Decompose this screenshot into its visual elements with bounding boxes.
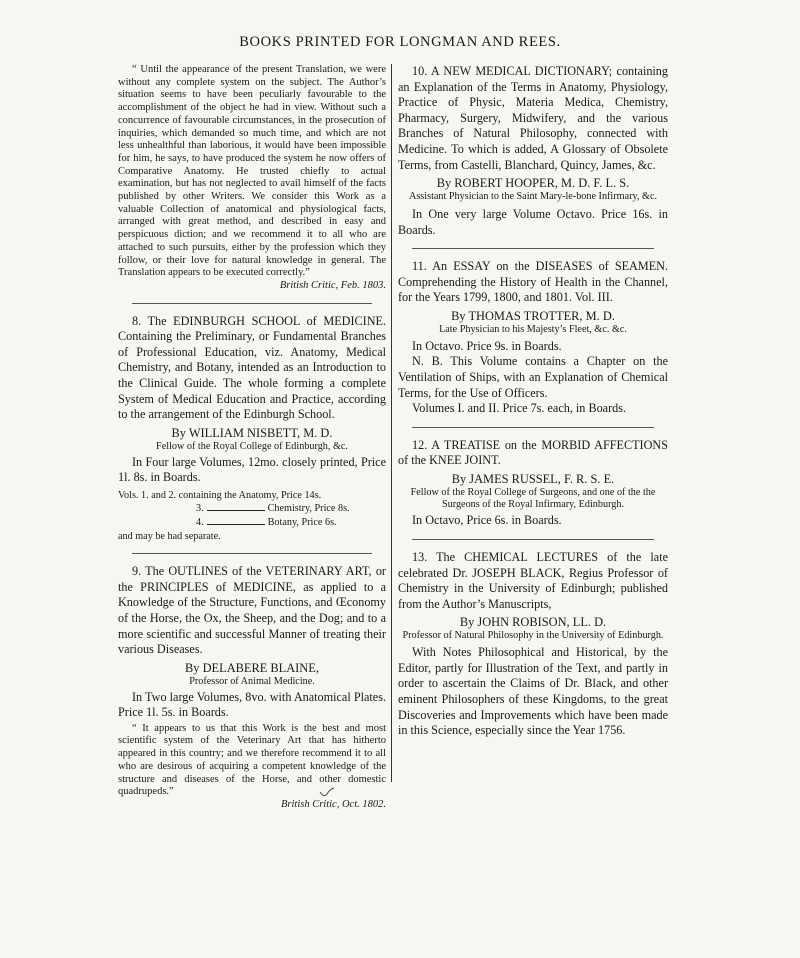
ditto-rule [207,510,265,511]
item-11-volumes: Volumes I. and II. Price 7s. each, in Boards. [412,401,627,416]
volume-line: Chemistry, Price 8s. [267,503,350,515]
section-separator [132,303,372,304]
ink-mark-icon [318,786,336,800]
volume-row [118,502,386,516]
ditto-rule [207,524,265,525]
item-10-title: 10. A NEW MEDICAL DICTIONARY; containing an Explanation of the Terms in Anatomy, Physiology, Practice of Physic, Materia Medica, Chemistry, Pharmacy, Surgery, Midwifery, and the various Branches of Natural Philosophy, connected with Medicine. To which is added, A Glossary of Obsolete Terms, from Castelli, Blanchard, Quincy, James, &c. [398,64,668,172]
item-8-title: 8. The EDINBURGH SCHOOL of MEDICINE. Containing the Preliminary, or Fundamental Branches of Professional Education, viz. Anatomy, Medical Chemistry, and Botany, intended as an Introduction to the Clinical Guide. The whole forming a complete System of Medical Education and Practice, according to the arrangement of the Edinburgh School. [118,313,386,422]
item-11-note: N. B. This Volume contains a Chapter on the Ventilation of Ships, with an Explanation of Chemical Terms, for the Use of Officers. [398,354,668,400]
item-11-author: By THOMAS TROTTER, M. D. [451,308,615,323]
section-separator [412,427,654,428]
volume-row [118,489,386,503]
item-12-author: By JAMES RUSSEL, F. R. S. E. [451,471,615,486]
item-9-author-desc: Professor of Animal Medicine. [189,675,315,687]
separate-note: and may be had separate. [118,530,221,542]
item-9-quote-source: British Critic, Oct. 1802. [281,798,386,810]
item-13-author: By JOHN ROBISON, LL. D. [459,615,607,630]
item-10-author-desc: Assistant Physician to the Saint Mary-le-bone Infirmary, &c. [408,191,658,203]
item-8-price: In Four large Volumes, 12mo. closely printed, Price 1l. 8s. in Boards. [118,454,386,485]
column-divider [391,64,392,782]
item-13-notes: With Notes Philosophical and Historical, by the Editor, partly for Illustration of the Text, and partly in order to ascertain the Claims of Dr. Black, and other eminent Philosophers of these Kingdoms, to the great Discoveries and Improvements which have been made in this Science, especially since the Year 1756. [398,645,668,738]
right-column [398,64,668,739]
item-9-title: 9. The OUTLINES of the VETERINARY ART, or the PRINCIPLES of MEDICINE, as applied to a Knowledge of the Structure, Functions, and Œconomy of the Horse, the Ox, the Sheep, and the Dog; and to a more scientific and successful Manner of treating their various Diseases. [118,564,386,657]
section-separator [412,539,654,540]
volume-line: Vols. 1. and 2. containing the Anatomy, Price 14s. [118,489,322,501]
volume-number: 4. [196,516,204,528]
item-9-author: By DELABERE BLAINE, [185,660,319,675]
item-11-author-desc: Late Physician to his Majesty’s Fleet, &c. &c. [439,323,627,335]
item-12-title: 12. A TREATISE on the MORBID AFFECTIONS of the KNEE JOINT. [398,437,668,468]
section-separator [132,553,372,554]
item-8-volumes [118,489,386,543]
item-10-price: In One very large Volume Octavo. Price 16s. in Boards. [398,206,668,237]
item-11-price: In Octavo. Price 9s. in Boards. [412,338,562,353]
item-12-price: In Octavo, Price 6s. in Boards. [412,513,562,528]
item-13-author-desc: Professor of Natural Philosophy in the University of Edinburgh. [402,630,664,642]
volume-line: Botany, Price 6s. [267,516,337,528]
item-9-price: In Two large Volumes, 8vo. with Anatomical Plates. Price 1l. 5s. in Boards. [118,689,386,720]
item-9-quote: “ It appears to us that this Work is the best and most scientific system of the Veterinary Art that has hitherto appeared in this country; and we therefore recommend it to all who are desirous of acquiring a competent knowledge of the structure and diseases of the Horse, and other domestic quadrupeds.” [118,722,386,798]
left-column [118,64,386,812]
item-13-title: 13. The CHEMICAL LECTURES of the late celebrated Dr. JOSEPH BLACK, Regius Professor of Chemistry in the University of Edinburgh; published from the Author’s Manuscripts, [398,550,668,611]
item-8-author-desc: Fellow of the Royal College of Edinburgh, &c. [156,440,348,452]
volume-number: 3. [196,503,204,515]
item-12-author-desc: Fellow of the Royal College of Surgeons, and one of the the Surgeons of the Royal Infirmary, Edinburgh. [410,486,656,510]
section-separator [412,248,654,249]
item-11-title: 11. An ESSAY on the DISEASES of SEAMEN. Comprehending the History of Health in the Channel, for the Years 1799, 1800, and 1801. Vol. III. [398,259,668,305]
page-header: BOOKS PRINTED FOR LONGMAN AND REES. [239,34,561,50]
review-source: British Critic, Feb. 1803. [279,279,386,291]
review-quote: “ Until the appearance of the present Translation, we were without any complete system on the subject. The Author’s situation seems to have been peculiarly favourable to the accomplishment of the object he had in view. Without such a concurrence of favourable circumstances, in the prosecution of inquiries, which demanded so much time, and which are not less unhealthful than laborious, it would have been impossible for him, he says, to have produced the system he now offers of Comparative Anatomy. He trusted chiefly to actual examination, but has not neglected to avail himself of the facts published by other Writers. We consider this Work as a valuable Collection of anatomical and physiological facts, arranged with great method, and described in easy and perspicuous diction; and we recommend it to all who are attached to such pursuits, either by the profession which they follow, or their love for natural knowledge in general. The Translation appears to be executed correctly.” [118,64,386,279]
item-10-author: By ROBERT HOOPER, M. D. F. L. S. [436,176,630,191]
item-8-author: By WILLIAM NISBETT, M. D. [171,425,333,440]
volume-row [118,516,386,530]
